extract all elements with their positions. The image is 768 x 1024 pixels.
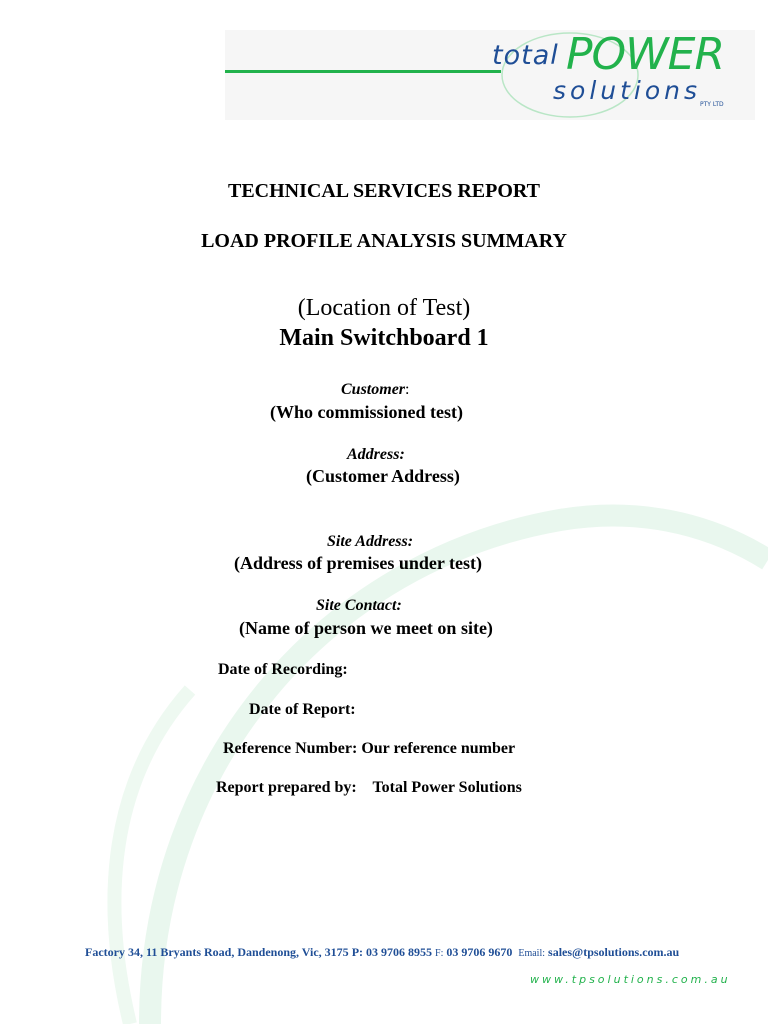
- address-value: (Customer Address): [306, 466, 460, 486]
- report-title: TECHNICAL SERVICES REPORT: [227, 180, 540, 202]
- logo-total-word: total: [492, 40, 559, 71]
- logo-power-word: POWER: [566, 29, 725, 80]
- prepared-by: [216, 779, 522, 797]
- site-contact-label: Site Contact:: [316, 597, 402, 614]
- footer-email-label: Email:: [518, 948, 546, 959]
- footer-contact: [85, 945, 679, 960]
- date-of-recording-label: Date of Recording:: [218, 661, 348, 678]
- logo-solutions-word: solutions: [553, 76, 702, 105]
- logo-pty-ltd: PTY LTD: [700, 101, 724, 108]
- date-of-report-label: Date of Report:: [249, 701, 356, 718]
- site-address-value: (Address of premises under test): [234, 553, 482, 573]
- footer-fax-label: F:: [435, 948, 444, 959]
- logo-line: [225, 70, 501, 73]
- footer-phone-label: P:: [351, 945, 364, 959]
- switchboard-name: Main Switchboard 1: [279, 325, 489, 351]
- footer-phone: 03 9706 8955: [366, 945, 433, 959]
- reference-number: Reference Number: Our reference number: [223, 740, 516, 757]
- prepared-by-label: Report prepared by:: [216, 779, 357, 796]
- customer-value: (Who commissioned test): [270, 402, 463, 422]
- summary-title: LOAD PROFILE ANALYSIS SUMMARY: [201, 230, 567, 252]
- footer-address: Factory 34, 11 Bryants Road, Dandenong, Vic, 3175: [85, 945, 349, 959]
- location-line: (Location of Test): [297, 295, 471, 321]
- footer-fax: 03 9706 9670: [446, 945, 513, 959]
- prepared-by-value: Total Power Solutions: [372, 779, 522, 796]
- customer-label: Customer:: [341, 381, 410, 398]
- address-label: Address:: [347, 446, 405, 463]
- site-address-label: Site Address:: [327, 533, 414, 550]
- site-contact-value: (Name of person we meet on site): [239, 618, 493, 638]
- footer-website[interactable]: www.tpsolutions.com.au: [530, 973, 731, 986]
- footer-email[interactable]: sales@tpsolutions.com.au: [548, 945, 680, 959]
